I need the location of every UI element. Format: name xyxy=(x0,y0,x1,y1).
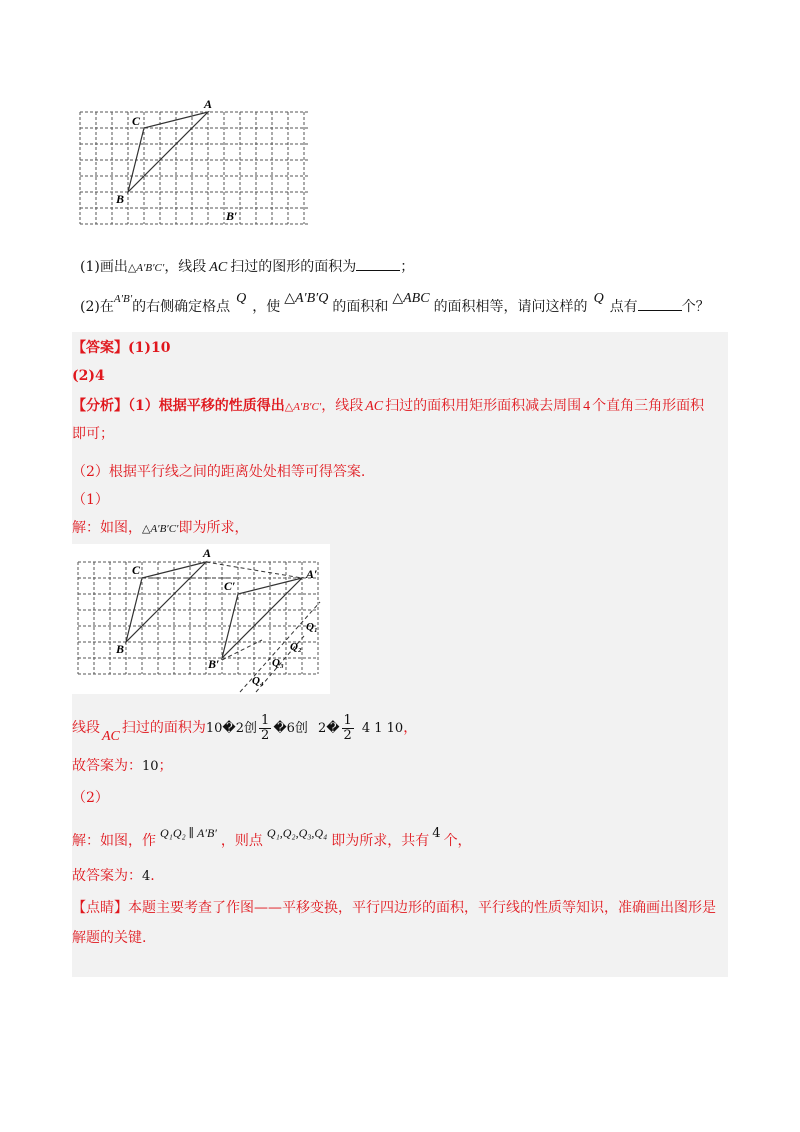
label-b-prime: B′ xyxy=(226,209,238,223)
area-expr-4: 4 1 10 xyxy=(361,721,404,736)
analysis-line-3: （2）根据平行线之间的距离处处相等可得答案. xyxy=(72,464,366,480)
solution-1 xyxy=(72,518,248,539)
solution-2-number: 4 xyxy=(432,826,441,841)
label-q2: Q₂ xyxy=(290,641,302,653)
part-2-label: （2） xyxy=(72,790,109,806)
figure-1-grid xyxy=(78,100,312,228)
analysis-text-2: 个直角三角形面积 xyxy=(592,398,705,414)
analysis-number: 4 xyxy=(583,399,591,414)
area-expr-1: 10�2创 xyxy=(205,721,258,736)
analysis-line-2: 即可； xyxy=(72,426,114,442)
q2-prefix: (2)在 xyxy=(80,299,114,315)
q2-triangle-2: △ABC xyxy=(392,291,430,306)
solution-1-tail: 即为所求， xyxy=(178,520,249,536)
answer-1 xyxy=(72,756,173,777)
q1-suffix: 扫过的图形的面积为 xyxy=(230,259,357,275)
label-c-2: C xyxy=(132,563,141,577)
label-a-prime: A′ xyxy=(306,567,318,581)
q2-segment: A′B′ xyxy=(113,293,133,305)
area-fraction-1: $\frac{1}{2}$ xyxy=(261,712,270,743)
q1-blank xyxy=(356,256,400,271)
label-c-prime: C′ xyxy=(224,579,236,593)
area-expr-3: 2� xyxy=(317,721,340,736)
q1-triangle: △A′B′C′ xyxy=(127,262,165,274)
analysis-text-1: 扫过的面积用矩形面积减去周围 xyxy=(385,398,582,414)
q2-text-1: 的右侧确定格点 xyxy=(132,299,231,315)
answer-1-value: 10 xyxy=(142,759,159,774)
q2-point-2: Q xyxy=(593,291,604,306)
answer-line-2: (2)4 xyxy=(72,368,105,384)
solution-2-head: 解：如图，作 xyxy=(72,833,156,849)
q1-prefix: (1)画出 xyxy=(80,259,128,275)
label-a-2: A xyxy=(203,546,212,560)
area-end: ， xyxy=(403,720,418,736)
analysis-segment: AC xyxy=(365,399,384,414)
q2-end: 个？ xyxy=(681,299,710,315)
q1-end: ； xyxy=(400,259,415,275)
question-2 xyxy=(80,291,710,318)
q2-text-3: 的面积和 xyxy=(332,299,389,315)
area-segment: AC xyxy=(102,729,120,744)
label-q1: Q₁ xyxy=(306,621,318,633)
answer-line-1: 【答案】(1)10 xyxy=(72,340,171,356)
figure-2-grid xyxy=(72,544,330,694)
q2-text-4: 的面积相等，请问这样的 xyxy=(433,299,588,315)
answer-2-end: . xyxy=(150,868,155,884)
label-c: C xyxy=(132,114,141,128)
answer-2-head: 故答案为： xyxy=(72,868,142,884)
answer-1-head: 故答案为： xyxy=(72,758,142,774)
solution-2-text-2: 即为所求，共有 xyxy=(331,833,430,849)
answer-2-value: 4 xyxy=(142,869,151,884)
solution-2 xyxy=(72,826,472,857)
part-1-label: （1） xyxy=(72,492,109,508)
label-q3: Q₃ xyxy=(272,657,284,669)
analysis-head: 【分析】（1）根据平移的性质得出 xyxy=(72,398,285,414)
solution-2-text-3: 个， xyxy=(443,833,472,849)
solution-2-points: Q₁,Q₂,Q₃,Q₄ xyxy=(266,826,328,840)
comment-line-2: 解题的关键. xyxy=(72,930,147,946)
solution-1-head: 解：如图， xyxy=(72,520,142,536)
label-b-2: B xyxy=(116,642,125,656)
answer-1-end: ； xyxy=(158,758,173,774)
area-fraction-2: $\frac{1}{2}$ xyxy=(343,712,352,743)
q2-text-2: ，使 xyxy=(252,299,281,315)
area-expr-2: �6创 xyxy=(273,721,308,736)
label-q4: Q₄ xyxy=(252,675,264,687)
area-head: 线段 xyxy=(72,720,100,736)
solution-2-text-1: ，则点 xyxy=(220,833,263,849)
label-b-prime-2: B′ xyxy=(208,657,220,671)
area-line xyxy=(72,712,417,745)
solution-1-triangle: △A′B′C′ xyxy=(142,523,179,535)
q2-triangle-1: △A′B′Q xyxy=(284,291,329,306)
analysis-triangle: △A′B′C′ xyxy=(284,401,322,413)
q1-mid: ，线段 xyxy=(164,259,207,275)
label-b: B xyxy=(116,192,125,206)
q2-point: Q xyxy=(236,291,247,306)
analysis-mid: ，线段 xyxy=(321,398,364,414)
analysis-line-1 xyxy=(72,396,704,417)
comment-line-1: 【点睛】本题主要考查了作图——平移变换，平行四边形的面积，平行线的性质等知识，准确画出图形是 xyxy=(72,900,716,916)
solution-2-expression: Q₁Q₂ ∥ A′B′ xyxy=(160,826,217,840)
q2-text-5: 点有 xyxy=(609,299,638,315)
area-text-1: 扫过的面积为 xyxy=(121,720,206,736)
q1-segment: AC xyxy=(209,260,228,275)
answer-2 xyxy=(72,866,155,887)
label-a: A xyxy=(204,100,213,111)
question-1 xyxy=(80,256,414,278)
q2-blank xyxy=(638,296,682,311)
